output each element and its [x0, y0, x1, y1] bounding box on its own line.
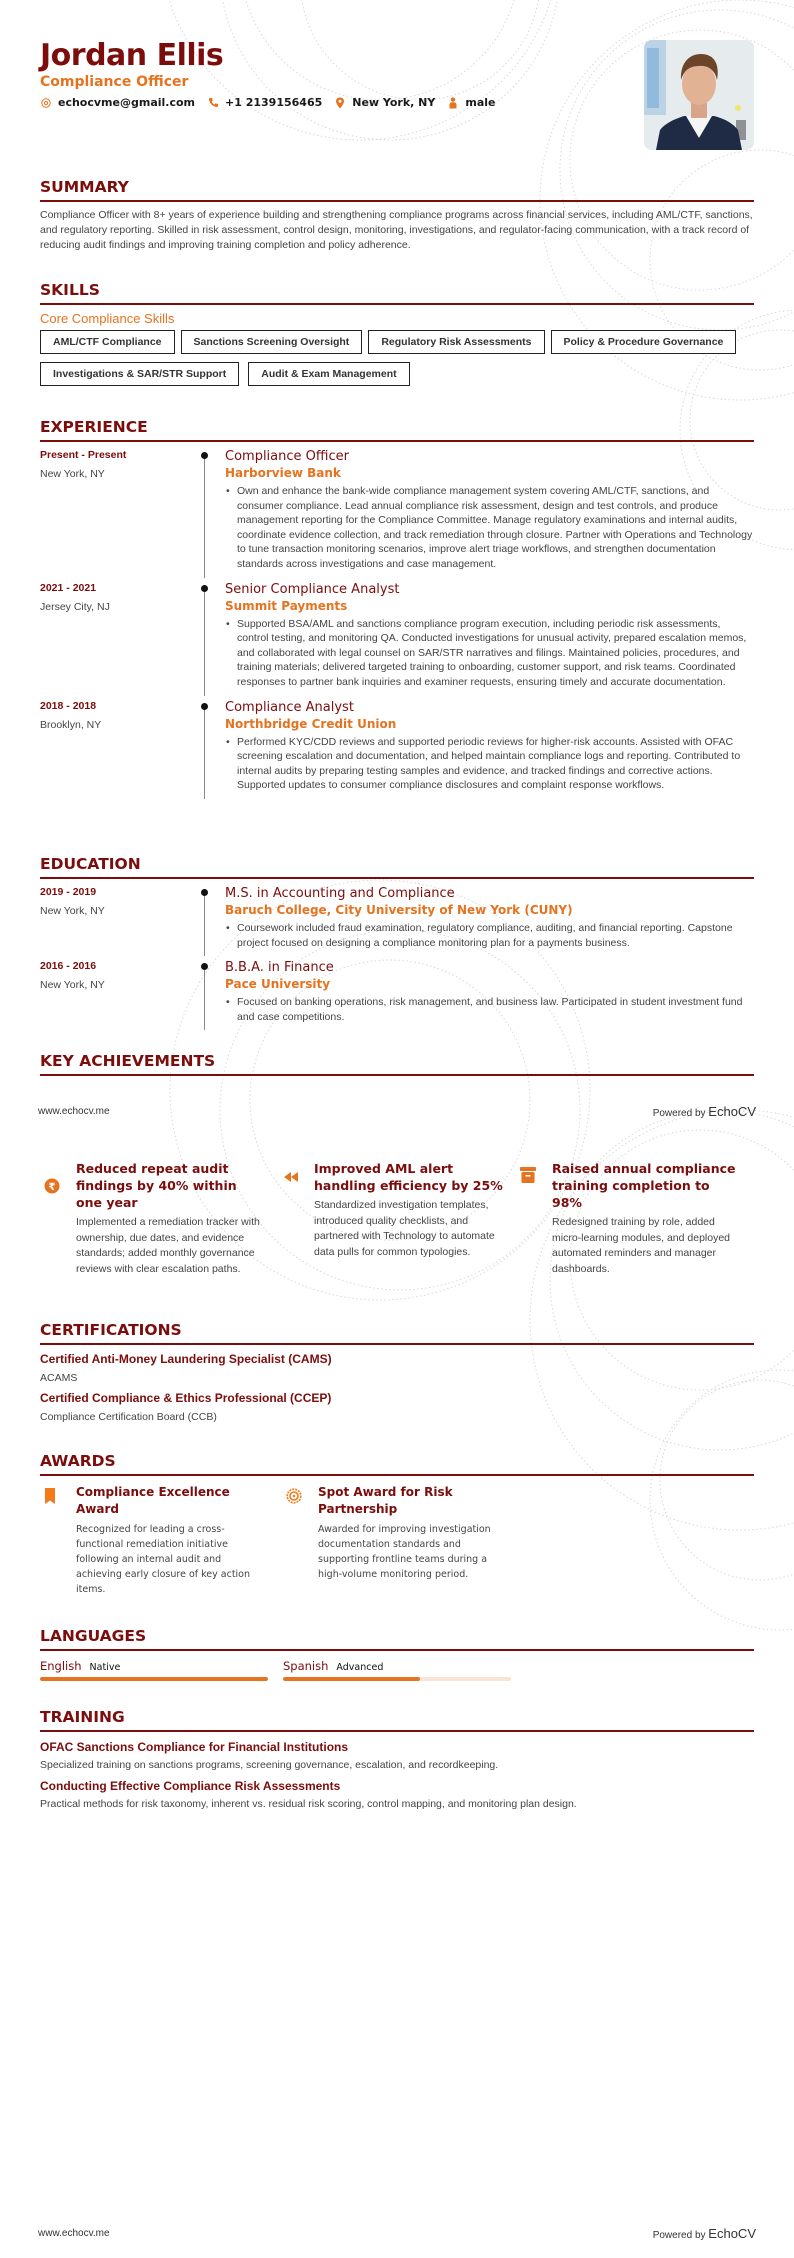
education-school: Baruch College, City University of New York (CUNY) — [225, 903, 573, 917]
section-title: TRAINING — [40, 1708, 125, 1726]
summary-text: Compliance Officer with 8+ years of experience building and strengthening compliance programs across financial services, including AML/CTF, sanctions, and regulatory reporting. Skilled in risk assessment, control design, monitoring, investigations, and regulator-facing communication, with a track record of reducing audit findings and improving training completion and policy adherence. — [40, 209, 753, 251]
section-title: LANGUAGES — [40, 1627, 147, 1645]
achievements-section-heading — [40, 1052, 754, 1076]
summary-section — [40, 178, 754, 253]
experience-item — [40, 582, 754, 690]
skill-chip: AML/CTF Compliance — [40, 330, 175, 354]
brand-name: EchoCV — [708, 2225, 756, 2241]
section-title: KEY ACHIEVEMENTS — [40, 1052, 216, 1070]
training-desc: Practical methods for risk taxonomy, inherent vs. residual risk scoring, control mapping, and monitoring plan design. — [40, 1798, 577, 1810]
timeline-line — [204, 455, 205, 578]
experience-location: Brooklyn, NY — [40, 718, 102, 731]
skills-section — [40, 281, 754, 394]
section-title: AWARDS — [40, 1452, 116, 1470]
language-name: Spanish — [283, 1659, 329, 1673]
experience-dates: 2021 - 2021 — [40, 581, 97, 594]
experience-role: Senior Compliance Analyst — [225, 581, 400, 597]
certification-name: Certified Anti-Money Laundering Specialist (CAMS) — [40, 1352, 332, 1366]
section-divider — [40, 303, 754, 305]
experience-location: Jersey City, NJ — [40, 600, 110, 613]
achievements-section — [40, 1160, 754, 1277]
education-bullet: • Coursework included fraud examination, regulatory compliance, auditing, and financial reporting. Capstone project focused on designing a compliance monitoring plan for a payments business. — [225, 921, 754, 950]
candidate-name: Jordan Ellis — [40, 38, 224, 73]
language-proficiency-bar — [283, 1677, 511, 1681]
award-desc: Recognized for leading a cross-functional remediation initiative following an internal audit and achieving early closure of key action items. — [76, 1524, 251, 1595]
education-item — [40, 960, 754, 1024]
contact-location — [334, 96, 435, 109]
achievement-desc: Redesigned training by role, added micro-learning modules, and deployed automated reminders and manager dashboards. — [552, 1216, 731, 1275]
contact-list — [40, 96, 507, 109]
achievement-title: Raised annual compliance training completion to 98% — [552, 1161, 736, 1210]
skill-chip: Regulatory Risk Assessments — [368, 330, 544, 354]
contact-email[interactable] — [40, 96, 195, 109]
timeline-dot-icon — [201, 585, 208, 592]
certification-name: Certified Compliance & Ethics Professional (CCEP) — [40, 1391, 332, 1405]
awards-section — [40, 1452, 754, 1597]
section-divider — [40, 440, 754, 442]
achievement-title: Improved AML alert handling efficiency by 25% — [314, 1161, 503, 1193]
training-name: OFAC Sanctions Compliance for Financial Institutions — [40, 1740, 349, 1754]
education-section — [40, 855, 754, 1024]
profile-photo — [644, 40, 754, 150]
timeline-dot-icon — [201, 703, 208, 710]
section-title: EDUCATION — [40, 855, 141, 873]
language-proficiency-fill — [283, 1677, 420, 1681]
resume-header — [0, 0, 794, 160]
experience-dates: 2018 - 2018 — [40, 699, 97, 712]
experience-bullet: • Own and enhance the bank-wide compliance management system covering AML/CTF, sanctions, and consumer compliance. Lead annual compliance risk assessment, design and test controls, and produce management reporting for the Compliance Committee. Manage regulatory examinations and internal audits, coordinate evidence collection, and track remediation through closure. Partner with Operations and Technology to tune transaction monitoring scenarios, improve alert triage workflows, and strengthen documentation standards across investigations and case management. — [225, 484, 754, 572]
powered-by — [653, 2226, 756, 2241]
achievement-desc: Implemented a remediation tracker with ownership, due dates, and evidence standards; added monthly governance reviews with clear escalation paths. — [76, 1216, 260, 1275]
section-divider — [40, 1649, 754, 1651]
page-footer — [0, 2208, 794, 2258]
section-divider — [40, 1343, 754, 1345]
achievement-title: Reduced repeat audit findings by 40% within one year — [76, 1161, 237, 1210]
experience-location: New York, NY — [40, 468, 105, 480]
skill-chips — [40, 330, 754, 394]
contact-gender — [447, 96, 495, 109]
language-proficiency-bar — [40, 1677, 268, 1681]
education-bullet: • Focused on banking operations, risk management, and business law. Participated in student investment fund and case competitions. — [225, 995, 754, 1024]
achievement-item — [278, 1160, 516, 1277]
location-text: New York, NY — [352, 96, 436, 109]
training-section — [40, 1708, 754, 1810]
section-divider — [40, 1730, 754, 1732]
experience-role: Compliance Officer — [225, 449, 349, 464]
training-name: Conducting Effective Compliance Risk Assessments — [40, 1779, 341, 1793]
gender-text: male — [465, 96, 496, 109]
certifications-section — [40, 1321, 754, 1423]
powered-by-prefix: Powered by — [652, 1107, 706, 1119]
education-school: Pace University — [225, 977, 331, 992]
experience-item — [40, 449, 754, 572]
experience-bullet: • Supported BSA/AML and sanctions compliance program execution, including periodic risk assessments, control testing, and monitoring QA. Conducted investigations for unusual activity, prepared escalation memos, and collaborated with legal counsel on SAR/STR narratives and filings. Maintained policies, procedures, and training materials; delivered targeted training to onboarding, customer support, and risk teams. Coordinated responses to partner bank inquiries and examiner requests, ensuring timely and accurate documentation. — [225, 617, 754, 690]
certification-issuer: ACAMS — [40, 1372, 78, 1384]
phone-text: +1 2139156465 — [225, 96, 323, 109]
training-desc: Specialized training on sanctions programs, screening governance, escalation, and recordkeeping. — [40, 1759, 499, 1771]
experience-company: Summit Payments — [225, 598, 348, 613]
skill-chip: Audit & Exam Management — [248, 362, 409, 386]
education-dates: 2019 - 2019 — [40, 886, 97, 898]
language-proficiency-fill — [40, 1677, 268, 1681]
award-item — [40, 1484, 282, 1597]
page-footer — [0, 1086, 794, 1136]
language-item — [40, 1659, 268, 1681]
section-divider — [40, 200, 754, 202]
education-item — [40, 886, 754, 950]
timeline-line — [204, 966, 205, 1030]
rewind-icon — [278, 1160, 314, 1277]
education-degree: M.S. in Accounting and Compliance — [225, 886, 455, 901]
experience-bullet: • Performed KYC/CDD reviews and supported periodic reviews for higher-risk accounts. Assisted with OFAC screening escalation and documentation, and helped maintain compliance logs and reporting. Contributed to internal audits by preparing testing samples and evidence, and tracked findings and corrective actions. Supported updates to consumer compliance disclosures and complaint response workflows. — [225, 735, 754, 793]
experience-section — [40, 418, 754, 793]
contact-phone[interactable] — [207, 96, 322, 109]
skill-chip: Policy & Procedure Governance — [551, 330, 737, 354]
email-text: echocvme@gmail.com — [58, 96, 196, 109]
education-location: New York, NY — [40, 905, 105, 917]
award-item — [282, 1484, 524, 1597]
powered-by-prefix: Powered by — [652, 2229, 706, 2241]
experience-dates: Present - Present — [40, 449, 127, 461]
skill-group-title: Core Compliance Skills — [40, 311, 175, 326]
timeline-dot-icon — [201, 889, 208, 896]
badge-seal-icon — [282, 1484, 318, 1597]
timeline-line — [204, 706, 205, 799]
skill-chip: Investigations & SAR/STR Support — [40, 362, 239, 386]
person-portrait-icon — [644, 40, 754, 150]
section-divider — [40, 1074, 754, 1076]
brand-name: EchoCV — [708, 1103, 756, 1119]
education-location: New York, NY — [40, 979, 105, 992]
bookmark-icon — [40, 1484, 76, 1597]
education-dates: 2016 - 2016 — [40, 960, 97, 973]
section-title: CERTIFICATIONS — [40, 1321, 182, 1339]
svg-text:₹: ₹ — [48, 1182, 56, 1193]
section-divider — [40, 877, 754, 879]
powered-by — [653, 1104, 756, 1119]
award-desc: Awarded for improving investigation documentation standards and supporting frontline teams during a high-volume monitoring period. — [318, 1524, 491, 1580]
section-divider — [40, 1474, 754, 1476]
footer-url[interactable]: www.echocv.me — [38, 2227, 110, 2239]
person-icon — [447, 97, 459, 109]
award-title: Compliance Excellence Award — [76, 1485, 230, 1516]
timeline-line — [204, 892, 205, 956]
skill-chip: Sanctions Screening Oversight — [181, 330, 363, 354]
timeline-dot-icon — [201, 452, 208, 459]
footer-url[interactable]: www.echocv.me — [38, 1105, 110, 1117]
phone-icon — [207, 97, 219, 109]
section-title: EXPERIENCE — [40, 418, 148, 436]
award-title: Spot Award for Risk Partnership — [318, 1485, 453, 1516]
achievement-desc: Standardized investigation templates, introduced quality checklists, and partnered with Technology to automate data pulls for common typologies. — [314, 1199, 495, 1258]
language-name: English — [40, 1659, 82, 1673]
achievement-item — [40, 1160, 278, 1277]
rupee-coin-icon — [40, 1160, 76, 1277]
education-degree: B.B.A. in Finance — [225, 960, 334, 976]
certification-issuer: Compliance Certification Board (CCB) — [40, 1411, 217, 1423]
at-icon — [40, 97, 52, 109]
experience-item — [40, 700, 754, 793]
language-level: Advanced — [336, 1662, 384, 1673]
candidate-title: Compliance Officer — [40, 74, 189, 90]
language-level: Native — [89, 1662, 121, 1673]
section-title: SUMMARY — [40, 178, 129, 196]
achievement-item — [516, 1160, 754, 1277]
timeline-line — [204, 588, 205, 696]
experience-role: Compliance Analyst — [225, 699, 354, 715]
language-item — [283, 1659, 511, 1681]
location-pin-icon — [334, 97, 346, 109]
languages-section — [40, 1627, 754, 1681]
archive-box-icon — [516, 1160, 552, 1277]
experience-company: Harborview Bank — [225, 466, 341, 480]
experience-company: Northbridge Credit Union — [225, 716, 397, 731]
section-title: SKILLS — [40, 281, 100, 299]
